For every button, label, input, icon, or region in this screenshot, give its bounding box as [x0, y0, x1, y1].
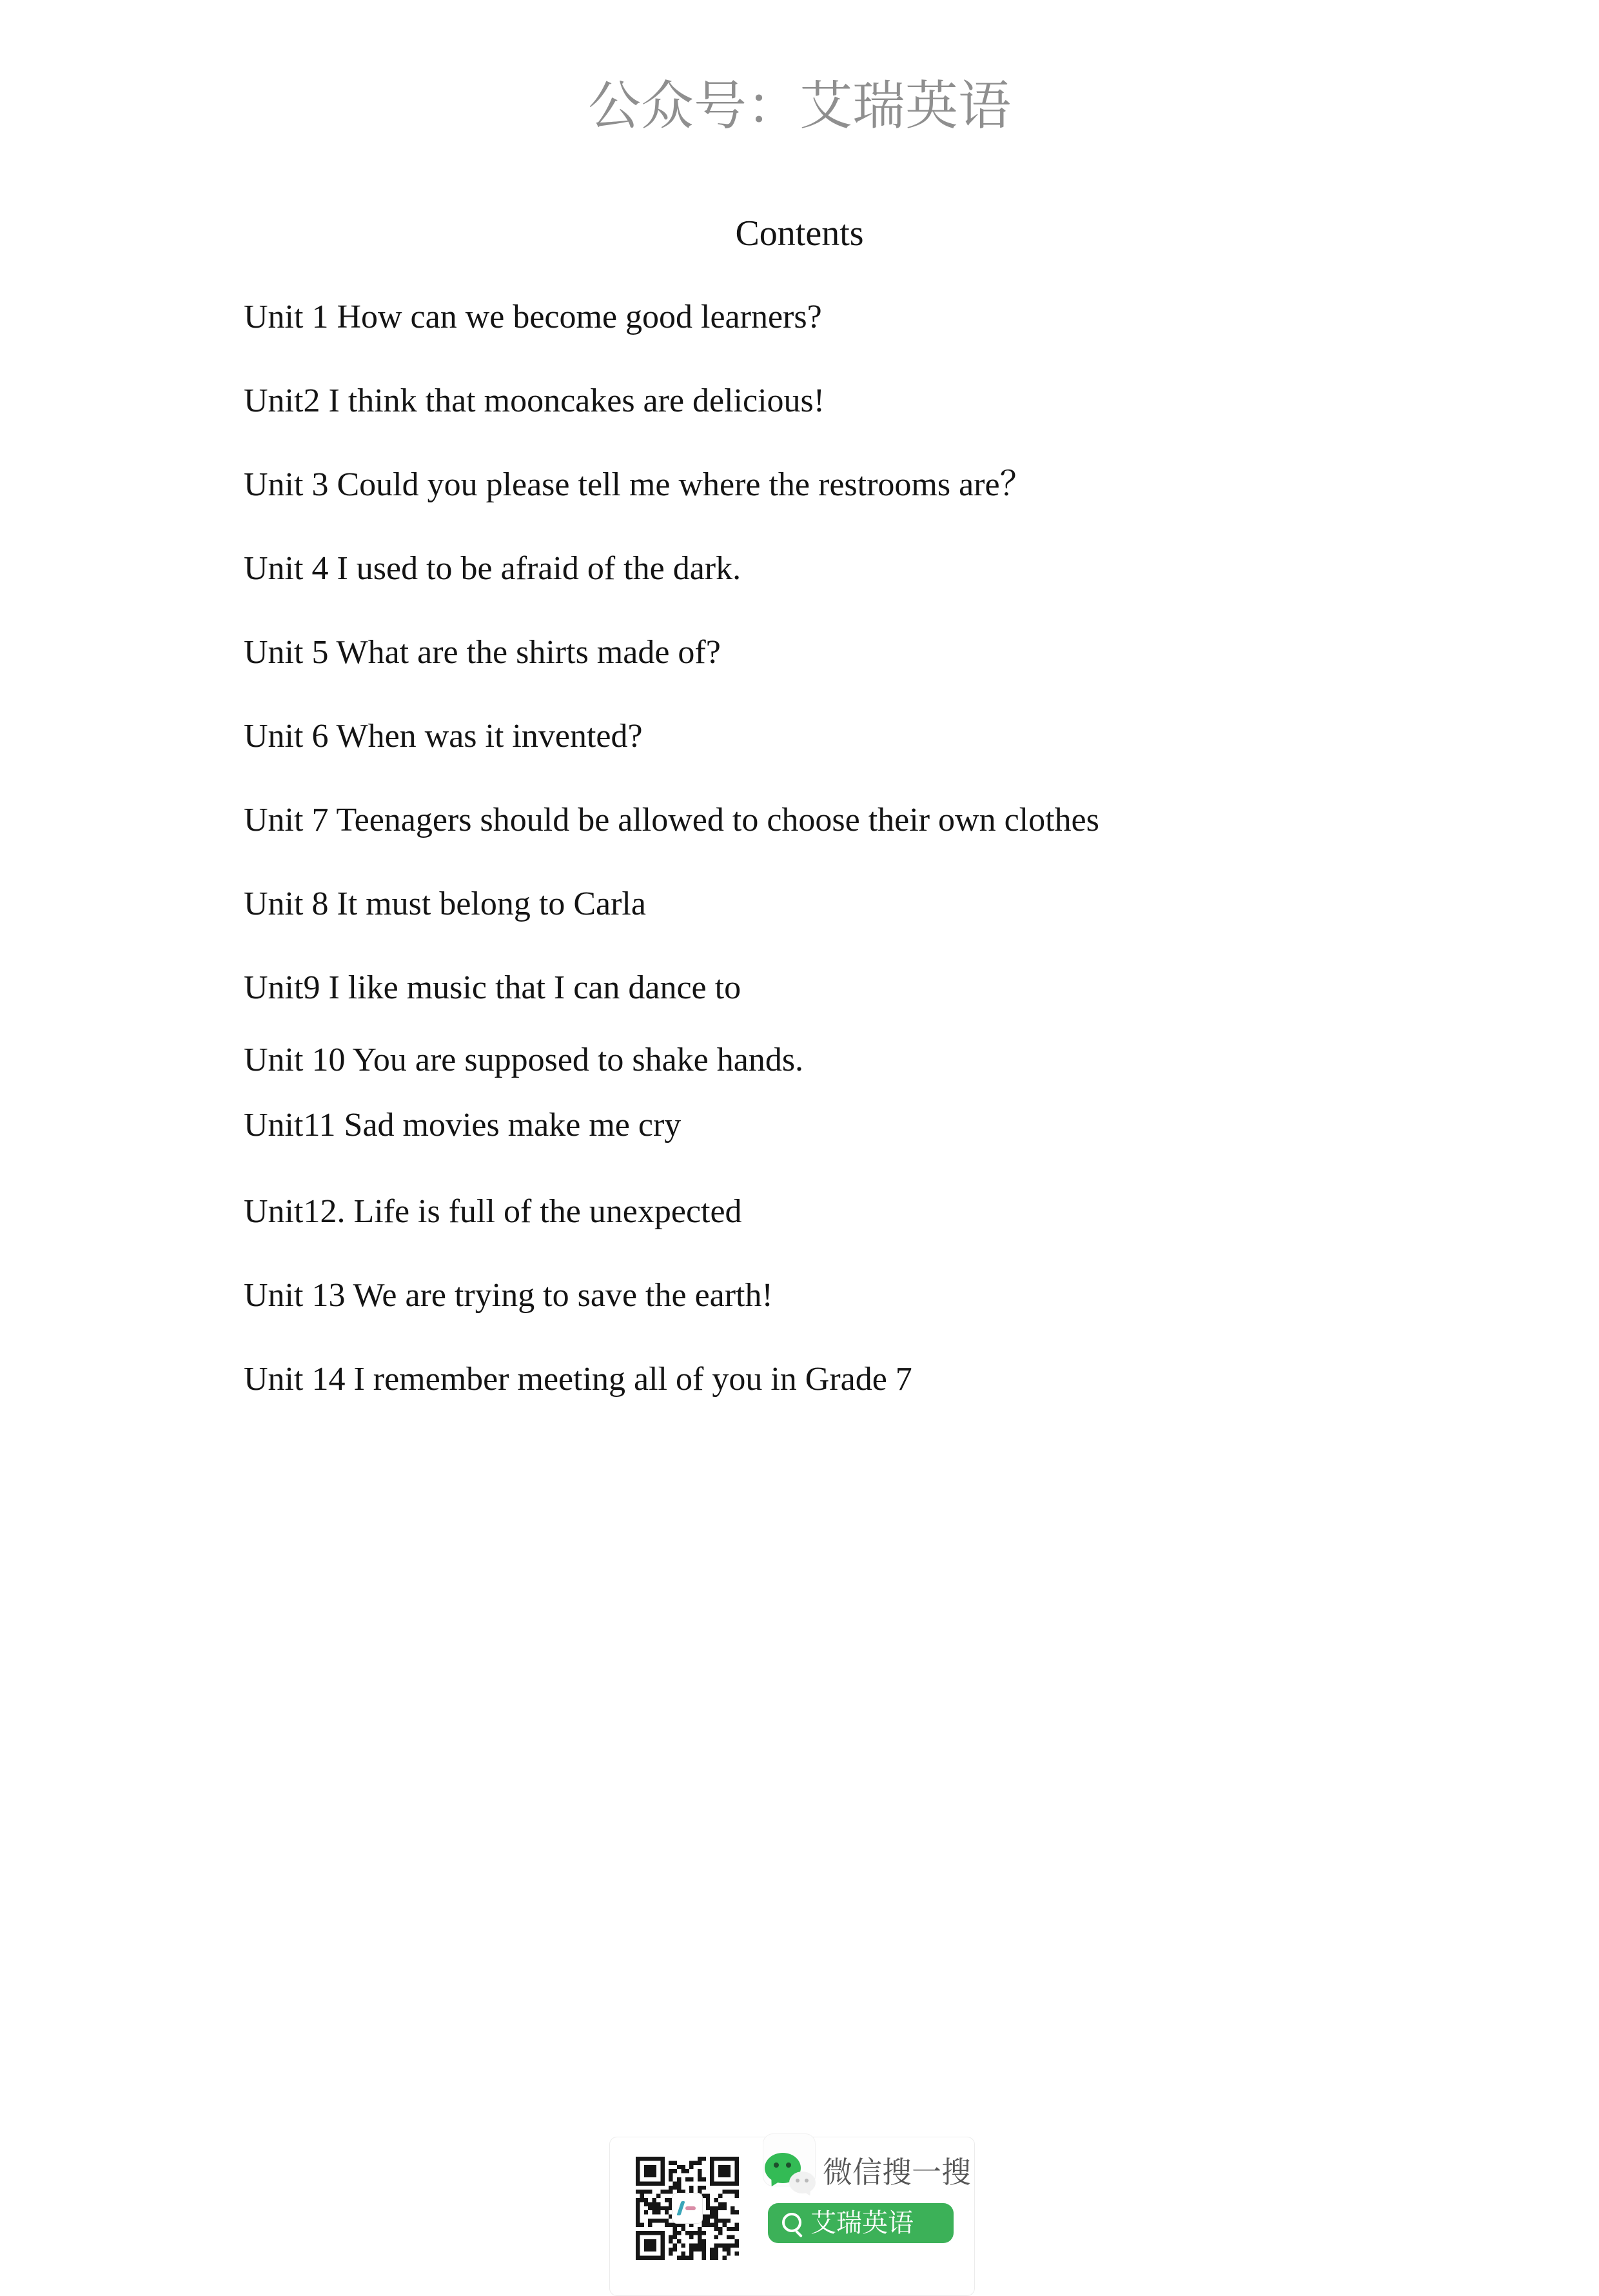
toc-item: Unit 14 I remember meeting all of you in Grade 7 — [244, 1361, 912, 1398]
toc-item: Unit9 I like music that I can dance to — [244, 969, 741, 1006]
wechat-icon-eye — [805, 2179, 809, 2182]
official-account-watermark: 公众号：艾瑞英语 — [587, 77, 1011, 135]
qr-logo-mark — [676, 2201, 685, 2215]
wechat-icon-eye — [796, 2179, 800, 2182]
wechat-search-card — [609, 2137, 975, 2296]
wechat-search-bar — [768, 2203, 954, 2243]
wechat-icon-eye — [774, 2162, 779, 2168]
page-title: Contents — [735, 213, 864, 253]
toc-item: Unit 13 We are trying to save the earth! — [244, 1277, 773, 1314]
qr-code-icon — [636, 2157, 739, 2260]
toc-item: Unit 6 When was it invented? — [244, 718, 643, 755]
wechat-icon-eye — [786, 2162, 791, 2168]
qr-logo-mark — [685, 2206, 696, 2210]
toc-item: Unit2 I think that mooncakes are delicious! — [244, 382, 825, 419]
toc-item: Unit 10 You are supposed to shake hands. — [244, 1042, 804, 1078]
toc-item: Unit 5 What are the shirts made of? — [244, 634, 721, 671]
toc-item: Unit 3 Could you please tell me where the restrooms are？ — [244, 466, 1034, 503]
wechat-icon-tail — [767, 2176, 781, 2189]
wechat-search-prompt: 微信搜一搜 — [823, 2155, 971, 2189]
toc-item: Unit12. Life is full of the unexpected — [244, 1193, 742, 1230]
toc-item: Unit11 Sad movies make me cry — [244, 1107, 682, 1143]
qr-center-logo — [672, 2193, 703, 2224]
toc-item: Unit 8 It must belong to Carla — [244, 886, 646, 922]
wechat-icon-small-bubble — [789, 2172, 816, 2193]
wechat-icon-small-tail — [803, 2188, 813, 2197]
toc-item: Unit 7 Teenagers should be allowed to choose their own clothes — [244, 802, 1099, 838]
toc-item: Unit 1 How can we become good learners? — [244, 299, 822, 335]
toc-list — [244, 301, 1404, 1396]
toc-item: Unit 4 I used to be afraid of the dark. — [244, 550, 741, 587]
wechat-account-name: 艾瑞英语 — [810, 2209, 914, 2237]
search-icon — [782, 2213, 801, 2232]
search-icon-handle — [795, 2230, 803, 2237]
